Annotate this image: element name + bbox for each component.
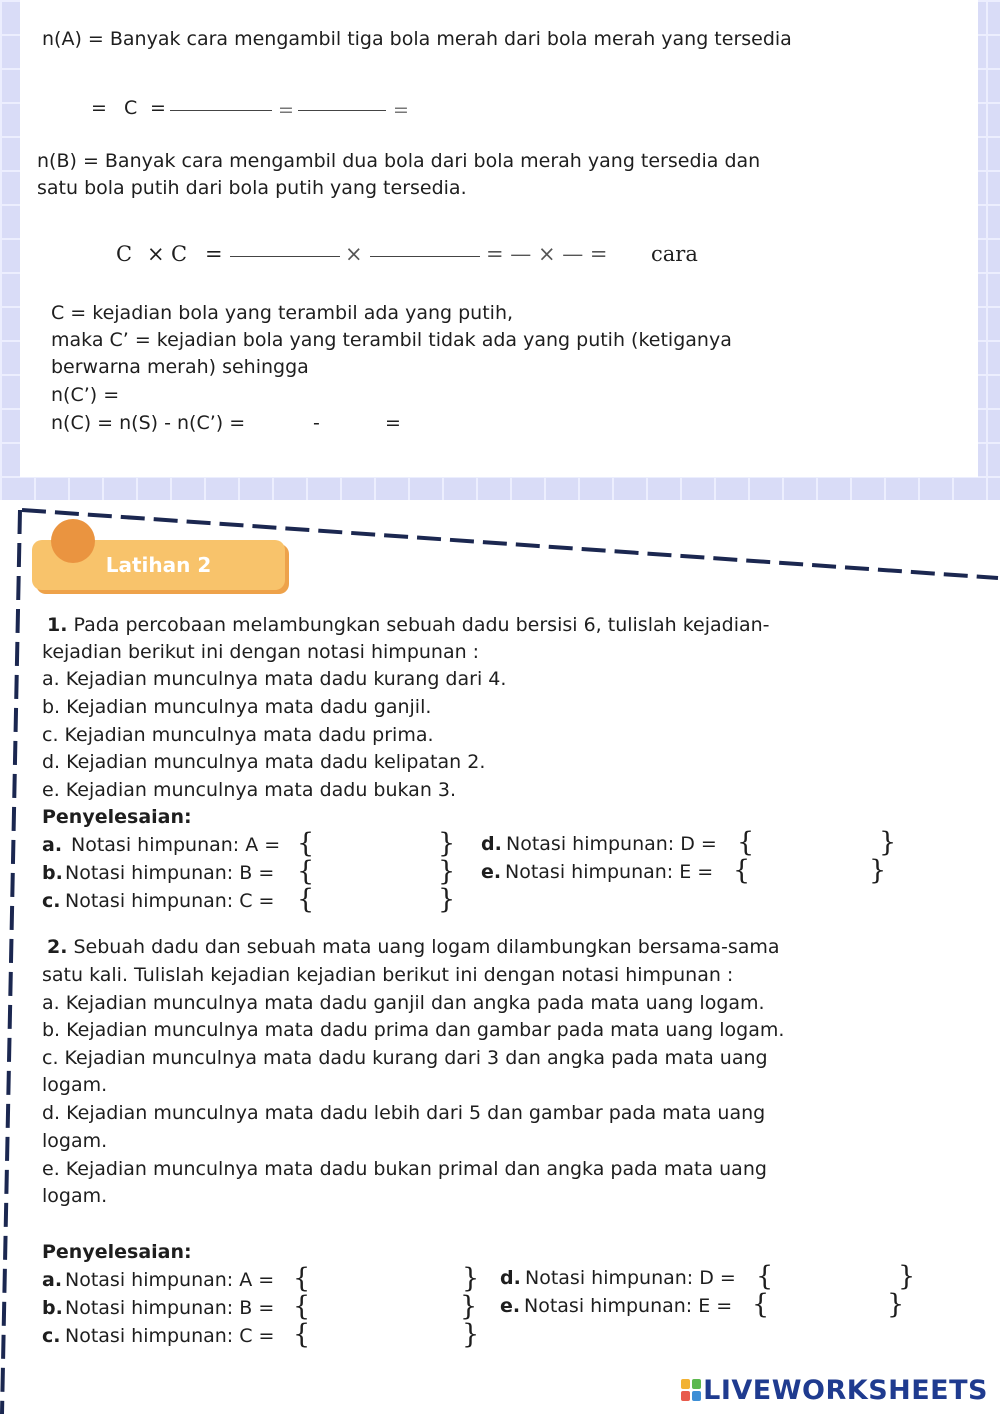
q1-item-d: d. Kejadian munculnya mata dadu kelipatan 2. bbox=[42, 751, 486, 773]
q2-answer-d-open-brace: { bbox=[756, 1261, 774, 1292]
q1-answer-b-input[interactable] bbox=[315, 860, 435, 886]
q2-item-e-cont: logam. bbox=[42, 1185, 108, 1207]
q2-answer-e-letter: e. bbox=[500, 1295, 521, 1317]
q2-number: 2. bbox=[47, 936, 68, 958]
c-line-5-eq: = bbox=[385, 412, 401, 434]
na-eq-2: = bbox=[150, 97, 166, 119]
q1-line-1 bbox=[47, 612, 770, 639]
q2-answer-c-label: Notasi himpunan: C = bbox=[65, 1325, 275, 1347]
q1-line-2: kejadian berikut ini dengan notasi himpunan : bbox=[42, 641, 480, 663]
q2-item-c: c. Kejadian munculnya mata dadu kurang dari 3 dan angka pada mata uang bbox=[42, 1047, 768, 1069]
nb-fraction-tail: = — × — = bbox=[486, 242, 608, 266]
q2-answer-b-close-brace: } bbox=[460, 1291, 478, 1322]
q2-line-1 bbox=[47, 934, 780, 961]
nb-eq-1: = bbox=[205, 242, 223, 266]
q1-answer-e-open-brace: { bbox=[733, 855, 751, 886]
q1-answer-a-letter: a. bbox=[42, 834, 63, 856]
q2-solution-heading: Penyelesaian: bbox=[42, 1241, 192, 1263]
q2-item-e: e. Kejadian munculnya mata dadu bukan primal dan angka pada mata uang bbox=[42, 1158, 767, 1180]
q1-answer-b-close-brace: } bbox=[438, 856, 456, 887]
q1-answer-c-open-brace: { bbox=[297, 884, 315, 915]
q2-answer-b-label: Notasi himpunan: B = bbox=[65, 1297, 275, 1319]
q1-item-e: e. Kejadian munculnya mata dadu bukan 3. bbox=[42, 779, 457, 801]
nb-definition-line-1: n(B) = Banyak cara mengambil dua bola dari bola merah yang tersedia dan bbox=[37, 150, 761, 172]
q1-text-1: Pada percobaan melambungkan sebuah dadu bersisi 6, tulislah kejadian- bbox=[73, 614, 770, 636]
q1-answer-d-open-brace: { bbox=[737, 827, 755, 858]
liveworksheets-logo-icon bbox=[681, 1379, 701, 1401]
q1-answer-e-close-brace: } bbox=[869, 855, 887, 886]
nb-blank-2[interactable] bbox=[370, 256, 480, 257]
q2-answer-e-input[interactable] bbox=[770, 1293, 885, 1319]
liveworksheets-logo bbox=[681, 1375, 988, 1407]
q1-answer-b-open-brace: { bbox=[297, 856, 315, 887]
nb-times-1: × bbox=[147, 242, 165, 266]
c-line-5-minus: - bbox=[313, 412, 320, 434]
nb-c2: C bbox=[171, 242, 188, 266]
nb-blank-1[interactable] bbox=[230, 256, 340, 257]
na-blank-1[interactable] bbox=[170, 110, 272, 111]
q2-answer-c-letter: c. bbox=[42, 1325, 61, 1347]
section-badge-label: Latihan 2 bbox=[105, 553, 212, 577]
q1-answer-b-letter: b. bbox=[42, 862, 63, 884]
q2-answer-c-open-brace: { bbox=[293, 1319, 311, 1350]
q2-answer-a-close-brace: } bbox=[462, 1263, 480, 1294]
q2-answer-b-letter: b. bbox=[42, 1297, 63, 1319]
q2-item-a: a. Kejadian munculnya mata dadu ganjil dan angka pada mata uang logam. bbox=[42, 992, 765, 1014]
na-definition: n(A) = Banyak cara mengambil tiga bola merah dari bola merah yang tersedia bbox=[42, 28, 792, 50]
q1-answer-a-input[interactable] bbox=[315, 832, 435, 858]
q2-item-d-cont: logam. bbox=[42, 1130, 108, 1152]
q2-item-b: b. Kejadian munculnya mata dadu prima dan gambar pada mata uang logam. bbox=[42, 1019, 785, 1041]
nb-times-2: × bbox=[345, 242, 363, 266]
q2-answer-b-open-brace: { bbox=[293, 1291, 311, 1322]
q2-answer-e-label: Notasi himpunan: E = bbox=[524, 1295, 733, 1317]
q1-answer-a-open-brace: { bbox=[297, 828, 315, 859]
c-line-2: maka C’ = kejadian bola yang terambil tidak ada yang putih (ketiganya bbox=[51, 329, 732, 351]
na-eq-3: = bbox=[278, 99, 294, 121]
q2-answer-a-open-brace: { bbox=[293, 1263, 311, 1294]
q1-answer-c-letter: c. bbox=[42, 890, 61, 912]
q1-item-b: b. Kejadian munculnya mata dadu ganjil. bbox=[42, 696, 432, 718]
c-line-5: n(C) = n(S) - n(C’) = bbox=[51, 412, 246, 434]
q1-answer-c-input[interactable] bbox=[315, 888, 435, 914]
q2-item-c-cont: logam. bbox=[42, 1074, 108, 1096]
q1-answer-b-label: Notasi himpunan: B = bbox=[65, 862, 275, 884]
na-blank-2[interactable] bbox=[298, 110, 386, 111]
liveworksheets-logo-text: LIVEWORKSHEETS bbox=[703, 1375, 988, 1406]
na-eq-4: = bbox=[393, 99, 409, 121]
q1-number: 1. bbox=[47, 614, 68, 636]
q2-answer-a-input[interactable] bbox=[311, 1267, 461, 1293]
q2-answer-d-letter: d. bbox=[500, 1267, 521, 1289]
q1-answer-d-close-brace: } bbox=[879, 827, 897, 858]
c-line-1: C = kejadian bola yang terambil ada yang putih, bbox=[51, 302, 514, 324]
q2-answer-d-close-brace: } bbox=[898, 1261, 916, 1292]
q1-answer-e-letter: e. bbox=[481, 861, 502, 883]
q1-solution-heading: Penyelesaian: bbox=[42, 806, 192, 828]
q1-answer-d-input[interactable] bbox=[755, 831, 875, 857]
q2-answer-d-input[interactable] bbox=[774, 1265, 894, 1291]
na-eq-1: = bbox=[91, 97, 107, 119]
q1-item-c: c. Kejadian munculnya mata dadu prima. bbox=[42, 724, 434, 746]
q2-answer-d-label: Notasi himpunan: D = bbox=[525, 1267, 736, 1289]
q1-answer-d-label: Notasi himpunan: D = bbox=[506, 833, 717, 855]
nb-c1: C bbox=[116, 242, 133, 266]
q2-line-2: satu kali. Tulislah kejadian kejadian berikut ini dengan notasi himpunan : bbox=[42, 964, 734, 986]
q1-item-a: a. Kejadian munculnya mata dadu kurang dari 4. bbox=[42, 668, 507, 690]
q2-answer-a-label: Notasi himpunan: A = bbox=[65, 1269, 275, 1291]
q1-answer-e-input[interactable] bbox=[751, 859, 866, 885]
q2-answer-c-input[interactable] bbox=[311, 1323, 461, 1349]
q1-answer-d-letter: d. bbox=[481, 833, 502, 855]
q1-answer-e-label: Notasi himpunan: E = bbox=[505, 861, 714, 883]
q2-answer-e-open-brace: { bbox=[752, 1289, 770, 1320]
q2-answer-b-input[interactable] bbox=[311, 1295, 461, 1321]
c-line-3: berwarna merah) sehingga bbox=[51, 356, 309, 378]
q1-answer-a-label: Notasi himpunan: A = bbox=[71, 834, 281, 856]
nb-definition-line-2: satu bola putih dari bola putih yang tersedia. bbox=[37, 177, 467, 199]
c-line-4: n(C’) = bbox=[51, 384, 120, 406]
q2-text-1: Sebuah dadu dan sebuah mata uang logam dilambungkan bersama-sama bbox=[73, 936, 780, 958]
q1-answer-a-close-brace: } bbox=[438, 828, 456, 859]
nb-unit: cara bbox=[651, 242, 698, 266]
top-panel bbox=[20, 0, 978, 477]
q2-answer-c-close-brace: } bbox=[462, 1319, 480, 1350]
q2-answer-a-letter: a. bbox=[42, 1269, 63, 1291]
q2-item-d: d. Kejadian munculnya mata dadu lebih dari 5 dan gambar pada mata uang bbox=[42, 1102, 766, 1124]
na-combination-symbol: C bbox=[124, 97, 138, 119]
q1-answer-c-label: Notasi himpunan: C = bbox=[65, 890, 275, 912]
q1-answer-c-close-brace: } bbox=[438, 884, 456, 915]
q2-answer-e-close-brace: } bbox=[887, 1289, 905, 1320]
